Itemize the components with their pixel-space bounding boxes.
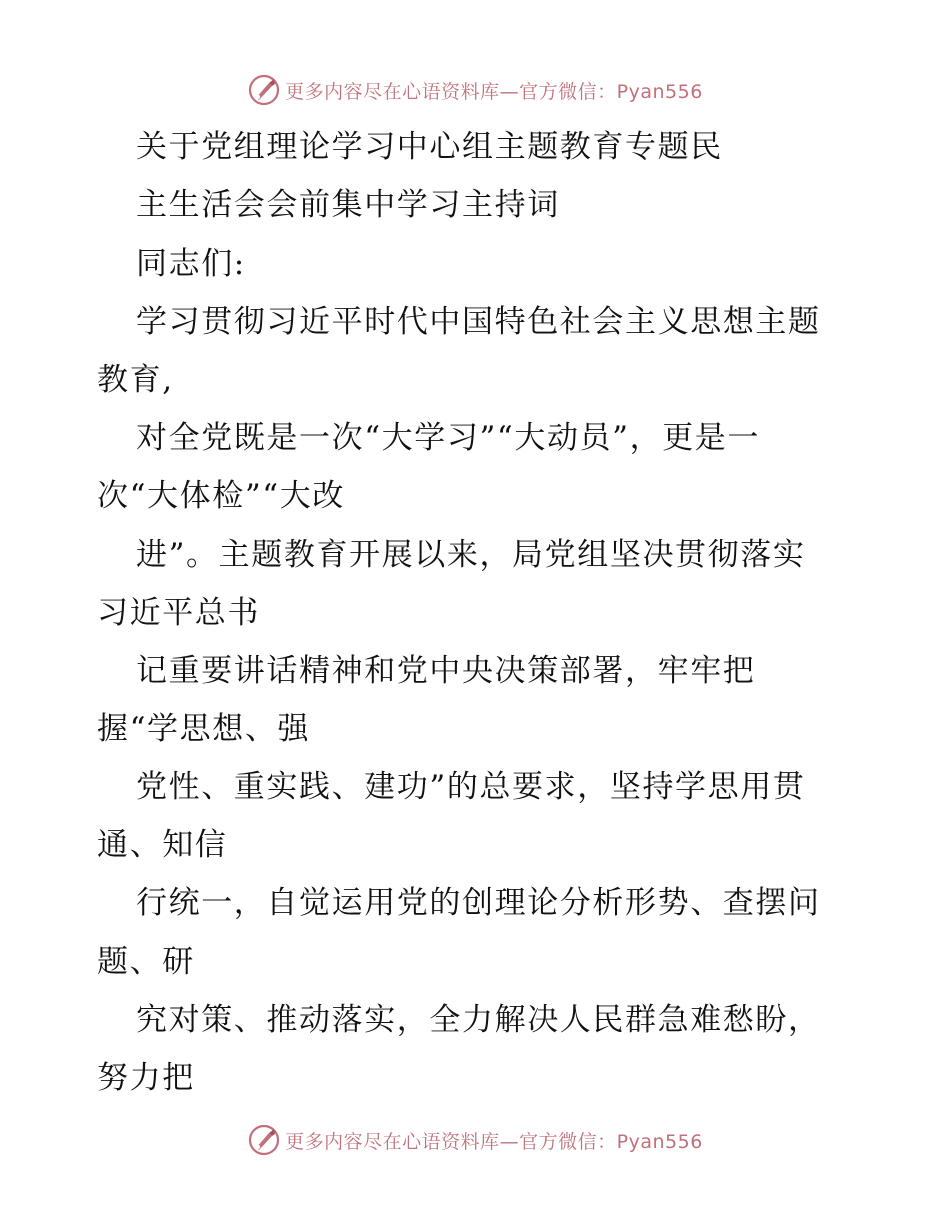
- body-line: 题、研: [97, 944, 195, 980]
- watermark-banner-bottom: [0, 1120, 950, 1160]
- body-line: 努力把: [97, 1060, 195, 1096]
- body-line: 究对策、推动落实，全力解决人民群急难愁盼，: [136, 1002, 821, 1038]
- body-line: 次“大体检”“大改: [97, 478, 345, 514]
- body-line: 教育,: [97, 362, 174, 398]
- watermark-text: 更多内容尽在心语资料库—官方微信：Pyan556: [285, 1130, 703, 1153]
- document-title-line-1: 关于党组理论学习中心组主题教育专题民: [136, 129, 723, 165]
- document-title-line-2: 主生活会会前集中学习主持词: [136, 187, 560, 223]
- body-line: 党性、重实践、建功”的总要求，坚持学思用贯: [136, 769, 806, 805]
- body-line: 学习贯彻习近平时代中国特色社会主义思想主题: [136, 304, 821, 340]
- body-line: 习近平总书: [97, 595, 260, 631]
- body-line: 握“学思想、强: [97, 711, 311, 747]
- quill-pen-seal-icon: [247, 73, 281, 107]
- body-line: 通、知信: [97, 827, 228, 863]
- salutation: 同志们:: [136, 246, 246, 282]
- quill-pen-seal-icon: [247, 1123, 281, 1157]
- body-line: 对全党既是一次“大学习”“大动员”，更是一: [136, 420, 760, 456]
- body-line: 进”。主题教育开展以来，局党组坚决贯彻落实: [136, 537, 806, 573]
- watermark-text: 更多内容尽在心语资料库—官方微信：Pyan556: [285, 80, 703, 103]
- body-line: 记重要讲话精神和党中央决策部署，牢牢把: [136, 653, 756, 689]
- body-line: 行统一，自觉运用党的创理论分析形势、查摆问: [136, 885, 821, 921]
- watermark-banner-top: [0, 70, 950, 110]
